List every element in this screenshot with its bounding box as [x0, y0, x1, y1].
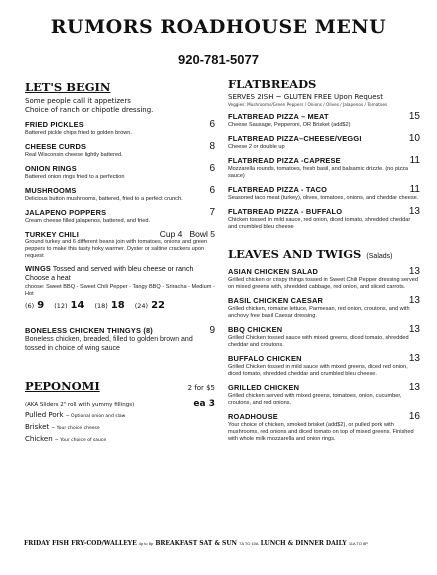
menu-title: RUMORS ROADHOUSE MENU — [50, 16, 387, 38]
item-name: FLATBREAD PIZZA – MEAT — [228, 112, 329, 121]
wing-prices — [25, 300, 215, 311]
item-name: FLATBREAD PIZZA–CHEESE/VEGGI — [228, 134, 362, 143]
wing-price-18: (18) 18 — [94, 300, 125, 311]
leaves-heading-row — [228, 243, 420, 262]
item-desc: Ground turkey and 6 different beans join with tomatoes, onions and green peppers to make this tasty hoky warmer. Oyster or saltine crackers upon request — [25, 239, 208, 259]
item-price: 8 — [209, 141, 215, 152]
begin-intro-2: Choice of ranch or chipotle dressing. — [25, 106, 154, 114]
peponomi-each-price: ea 3 — [193, 399, 215, 409]
item-price: 6 — [209, 185, 215, 196]
wing-sauces: choose: Sweet BBQ - Sweet Chili Pepper - Tangy BBQ - Sriracha - Medium - Hot — [25, 284, 215, 297]
item-desc: Grilled Chicken tossed sauce with mixed greens, diced tomato, shredded cheddar and croutons. — [228, 335, 409, 348]
item-price: 6 — [209, 119, 215, 130]
item-price: 13 — [408, 324, 420, 335]
phone-number: 920-781-5077 — [178, 52, 259, 67]
section-heading-leaves: LEAVES AND TWIGS — [228, 247, 362, 261]
menu-item-roadhouse — [228, 411, 420, 443]
menu-item-onion-rings — [25, 163, 215, 181]
item-price: 15 — [408, 111, 420, 122]
item-name: BUFFALO CHICKEN — [228, 354, 302, 363]
item-price: 11 — [409, 184, 420, 195]
item-name: WINGS — [25, 264, 52, 273]
peponomi-note: (AKA Sliders 2" roll with yummy fillings) — [25, 402, 135, 408]
item-desc: Delicious button mushrooms, battered, fried to a perfect crunch. — [25, 196, 183, 202]
item-desc: Chicken tossed in mild sauce, red onion, diced tomato, shredded cheddar and crumbled bleu cheese — [228, 217, 411, 230]
item-desc: Mozzarella rounds, tomatoes, fresh basil, and balsamic drizzle. (no pizza sauce) — [228, 166, 409, 179]
flatbread-serves: SERVES 2ISH ~ GLUTEN FREE Upon Request — [228, 93, 383, 101]
menu-item-buffalo-chicken — [228, 353, 420, 378]
section-heading-peponomi: PEPONOMI — [25, 379, 100, 393]
menu-item-cheese-curds — [25, 141, 215, 159]
footer-hours — [24, 540, 419, 547]
item-desc: Grilled chicken, romaine lettuce, Parmesan, red onion, croutons, and with anchovy free basil Caesar dressing. — [228, 306, 410, 319]
item-desc: Cream cheese filled jalapenos, battered, and fried. — [25, 218, 151, 224]
menu-item-asian-salad — [228, 266, 420, 291]
item-name: ROADHOUSE — [228, 412, 278, 421]
item-desc: Seasoned taco meat (turkey), olives, tomatoes, onions, and cheddar cheese. — [228, 195, 419, 201]
item-desc: Real Wisconsin cheese lightly battered. — [25, 152, 123, 158]
item-price: 7 — [209, 207, 215, 218]
item-desc: Grilled chicken served with mixed greens, tomatoes, onion, cucumber, croutons, and red onions. — [228, 393, 402, 406]
wing-price-6: (6) 9 — [25, 300, 45, 311]
item-price: 13 — [408, 382, 420, 393]
item-desc: Cheese 2 or double up — [228, 144, 285, 150]
item-name: FLATBREAD PIZZA - TACO — [228, 185, 328, 194]
menu-item-fried-pickles — [25, 119, 215, 137]
menu-item-flatbread-taco — [228, 184, 420, 202]
item-price: 11 — [409, 155, 420, 166]
footer-breakfast-time: 7A TO 10A — [239, 541, 259, 546]
item-price: 9 — [209, 325, 215, 336]
item-name: FLATBREAD PIZZA - BUFFALO — [228, 207, 343, 216]
menu-item-basil-caesar — [228, 295, 420, 320]
flatbread-toppings: Veggies: Mushrooms/Green Peppers / Onions / Olives / Jalapenos / Tomatoes — [228, 102, 388, 107]
menu-item-flatbread-meat — [228, 111, 420, 129]
wing-price-24: (24) 22 — [134, 300, 165, 311]
slider-chicken: Chicken ~ Your choice of sauce — [25, 435, 107, 443]
begin-intro-1: Some people call it appetizers — [25, 97, 131, 105]
item-price: 6 — [209, 163, 215, 174]
menu-item-turkey-chili — [25, 229, 215, 260]
item-name: FLATBREAD PIZZA -CAPRESE — [228, 156, 341, 165]
item-name: BONELESS CHICKEN THINGYS (8) — [25, 326, 153, 335]
item-desc: Grilled chicken or crispy things tossed in Sweet Chili Pepper dressing served on mixed greens with, shredded cabbage, red onion, and sliced carrots. — [228, 277, 418, 290]
item-name: ASIAN CHICKEN SALAD — [228, 267, 319, 276]
item-desc: Battered onion rings fried to a perfection — [25, 174, 125, 180]
footer-lunch-dinner: LUNCH & DINNER DAILY — [260, 540, 347, 547]
footer-breakfast: BREAKFAST SAT & SUN — [155, 540, 238, 547]
item-name: BASIL CHICKEN CAESAR — [228, 296, 324, 305]
menu-item-wings — [25, 265, 215, 311]
chili-bowl-price: Bowl 5 — [189, 229, 215, 239]
menu-item-boneless — [25, 325, 215, 353]
item-desc: Grilled Chicken tossed in mild sauce with mixed greens, diced red onion, diced tomato, shredded cheddar and crumbled bleu cheese. — [228, 364, 408, 377]
slider-brisket: Brisket ~ Your choice cheese — [25, 423, 100, 431]
right-column — [228, 77, 420, 443]
menu-item-jalapeno-poppers — [25, 207, 215, 225]
item-price: 13 — [408, 206, 420, 217]
section-heading-begin: LET'S BEGIN — [25, 80, 111, 94]
slider-pulled-pork: Pulled Pork ~ Optional onion and slaw — [25, 411, 126, 419]
item-desc: Battered pickle chips fried to golden brown. — [25, 130, 132, 136]
footer-lunch-time: 11A TO 8P — [348, 541, 368, 546]
item-name: GRILLED CHICKEN — [228, 383, 300, 392]
item-desc: Your choice of chicken, smoked brisket (add$2), or pulled pork with mushrooms, red onions and diced tomato on top of mixed greens. Finished with whole milk mozzarella and onion rings. — [228, 422, 414, 442]
menu-item-flatbread-buffalo — [228, 206, 420, 231]
chili-cup-price: Cup 4 — [159, 229, 183, 239]
item-desc: Cheese Sausage, Pepperoni, OR Brisket (add$2) — [228, 122, 351, 128]
leaves-subheading: (Salads) — [366, 253, 393, 260]
item-name: TURKEY CHILI — [25, 230, 80, 239]
item-price: 13 — [408, 353, 420, 364]
item-name: ONION RINGS — [25, 164, 77, 173]
footer-fish-time: 4p to 8p — [138, 541, 154, 546]
menu-item-grilled-chicken — [228, 382, 420, 407]
item-price: 16 — [408, 411, 420, 422]
menu-item-bbq-chicken — [228, 324, 420, 349]
item-desc: Tossed and served with bleu cheese or ranch Choose a heat — [25, 266, 194, 282]
menu-item-mushrooms — [25, 185, 215, 203]
section-heading-flatbreads: FLATBREADS — [228, 77, 317, 91]
item-name: FRIED PICKLES — [25, 120, 84, 129]
item-name: JALAPENO POPPERS — [25, 208, 107, 217]
item-name: MUSHROOMS — [25, 186, 77, 195]
menu-item-flatbread-caprese — [228, 155, 420, 180]
peponomi-section — [25, 379, 215, 446]
wing-price-12: (12) 14 — [54, 300, 85, 311]
item-name: CHEESE CURDS — [25, 142, 87, 151]
item-name: BBQ CHICKEN — [228, 325, 283, 334]
left-column — [25, 80, 215, 446]
menu-item-flatbread-veggi — [228, 133, 420, 151]
item-price: 10 — [408, 133, 420, 144]
item-price: 13 — [408, 295, 420, 306]
peponomi-deal: 2 for $5 — [187, 384, 215, 392]
item-price: 13 — [408, 266, 420, 277]
item-desc: Boneless chicken, breaded, filled to golden brown and tossed in choice of wing sauce — [25, 336, 193, 352]
footer-fish-fry: FRIDAY FISH FRY-COD/WALLEYE — [24, 540, 137, 547]
